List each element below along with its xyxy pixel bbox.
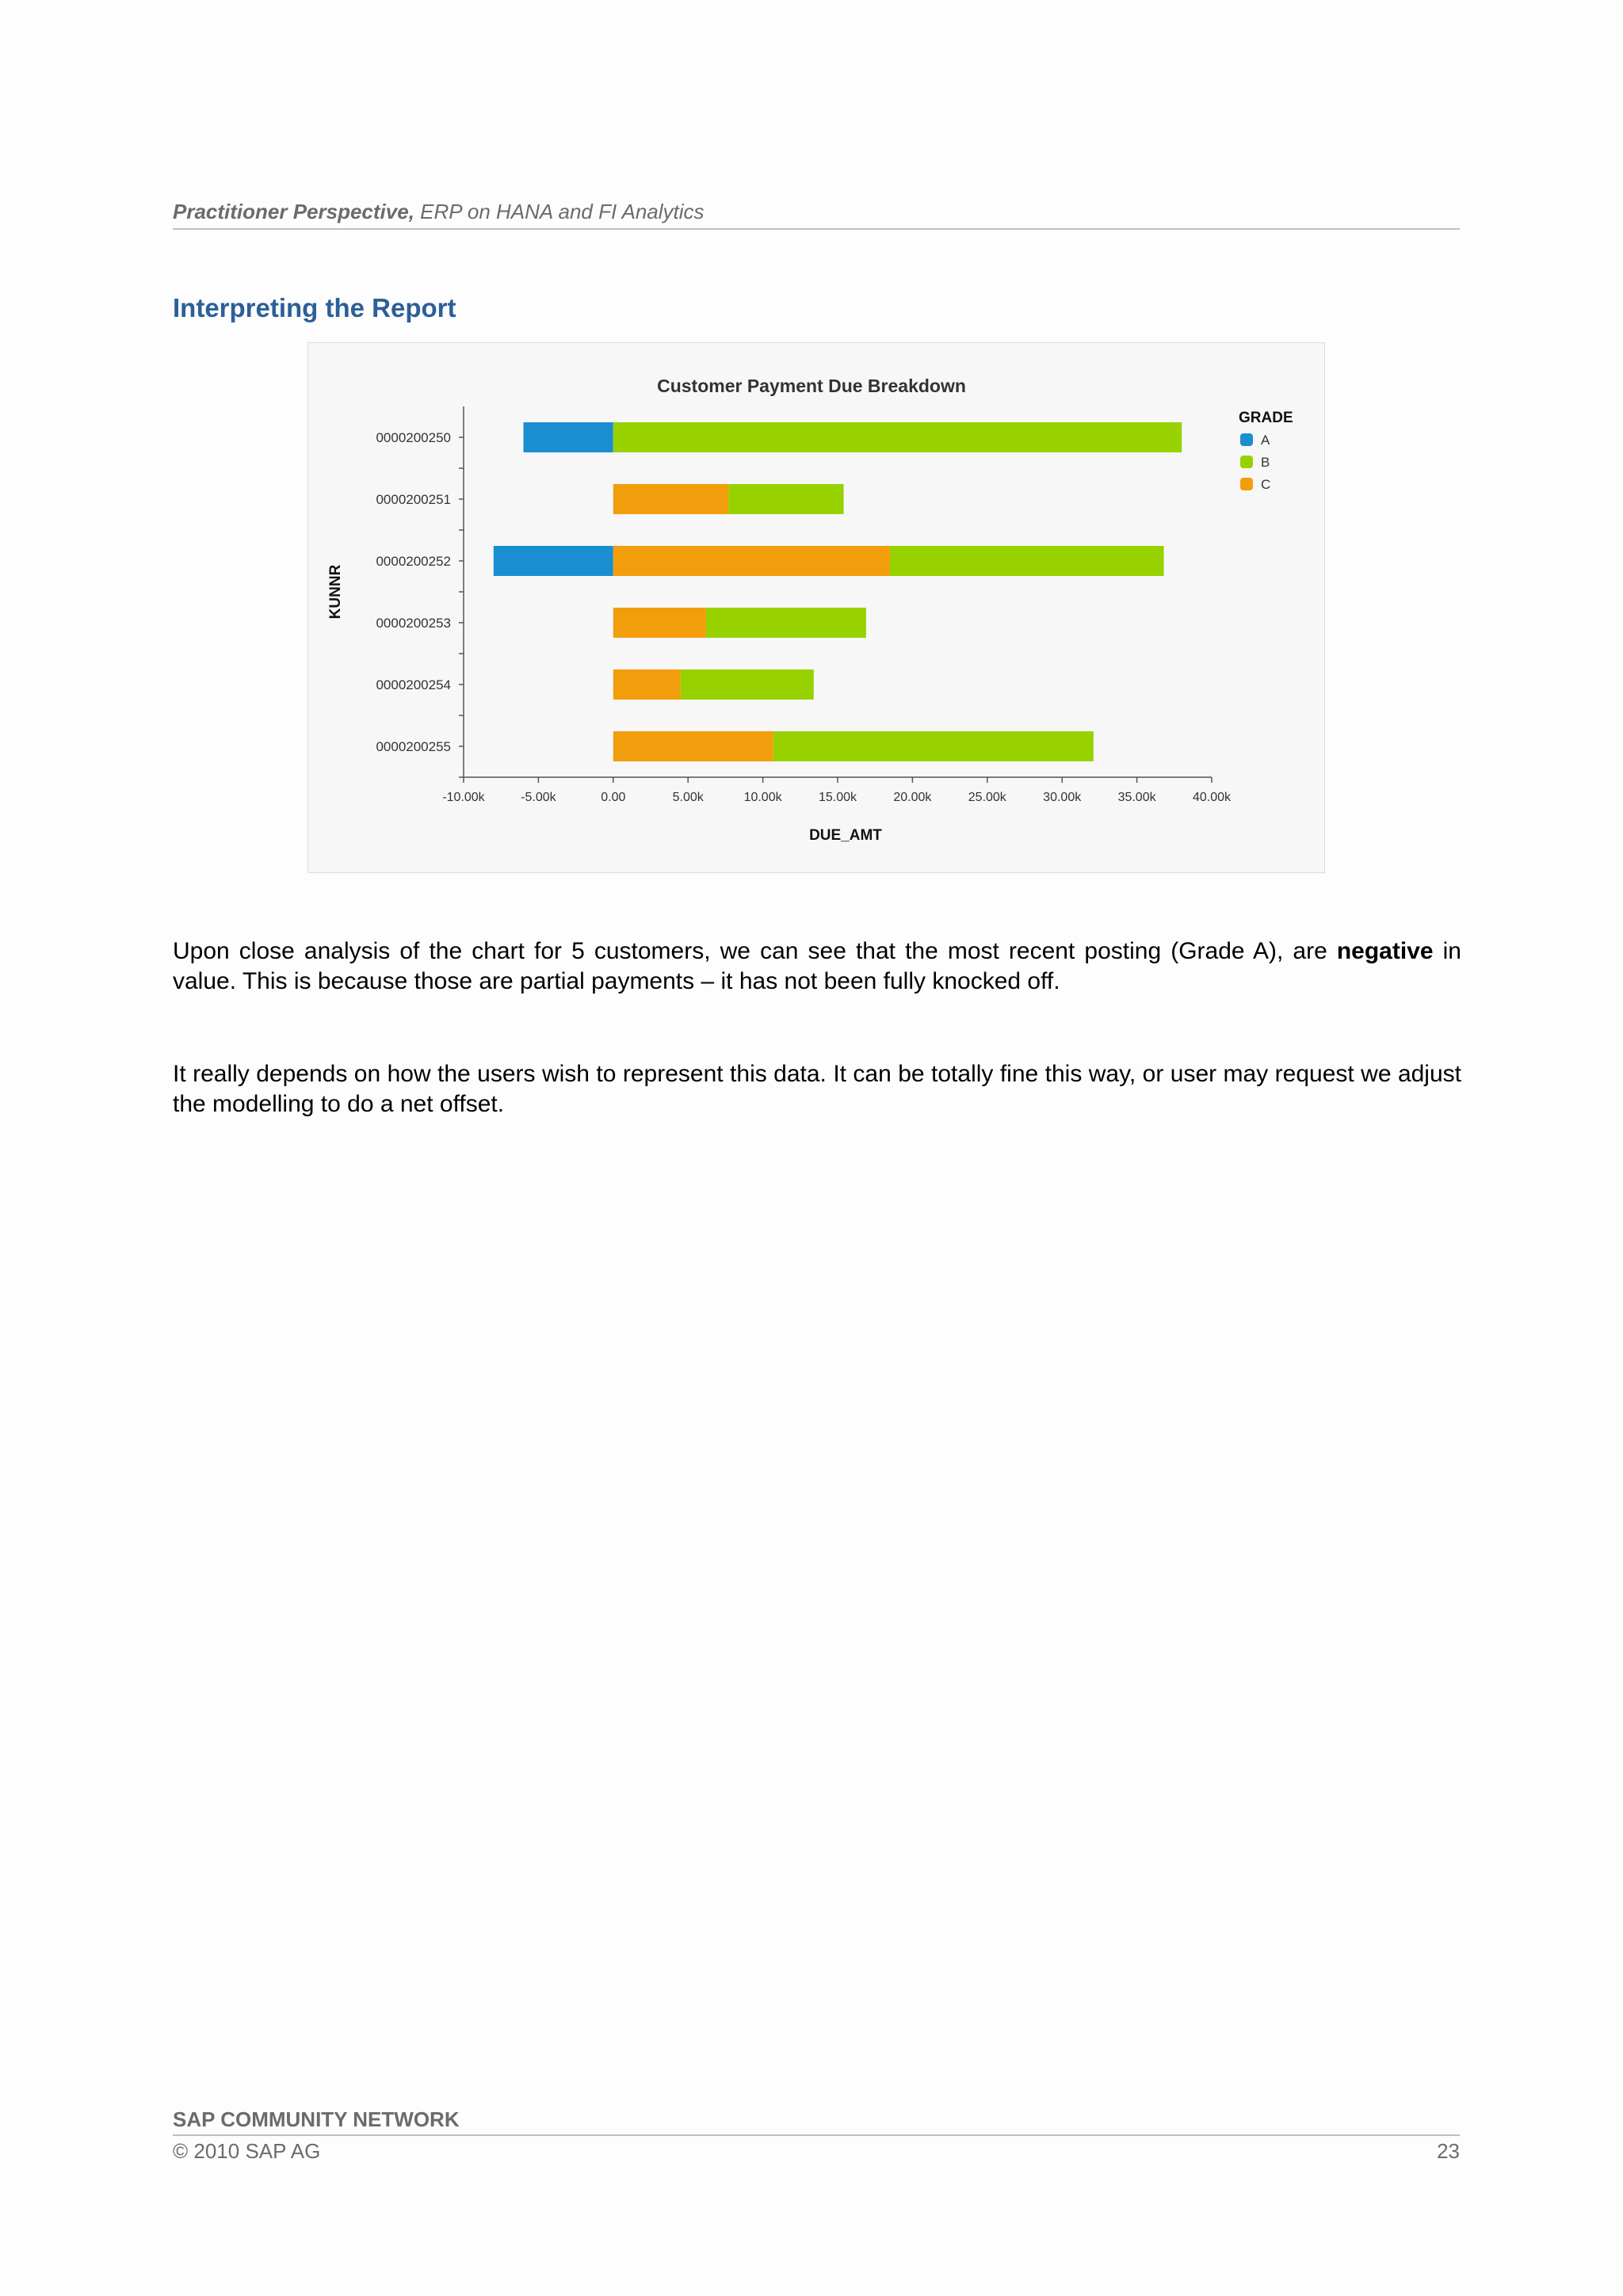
bar-c xyxy=(613,608,706,638)
section-title: Interpreting the Report xyxy=(173,293,456,322)
chart-panel xyxy=(307,342,1325,873)
x-tick-label: 35.00k xyxy=(1117,791,1156,804)
paragraph-analysis-bold: negative xyxy=(1336,938,1434,964)
header-rest: ERP on HANA and FI Analytics xyxy=(414,200,705,223)
bar-b xyxy=(728,484,843,514)
bar-c xyxy=(613,546,890,576)
y-tick-label: 0000200250 xyxy=(376,430,451,445)
paragraph-analysis-part2: in value. This is because those are partial payments – it has not been fully knocked off. xyxy=(173,938,1461,994)
y-axis-label: KUNNR xyxy=(327,564,344,620)
x-tick-label: 20.00k xyxy=(893,791,932,804)
x-tick-label: 40.00k xyxy=(1192,791,1232,804)
bar-b xyxy=(706,608,866,638)
y-tick-label: 0000200255 xyxy=(376,739,451,754)
x-tick-label: 10.00k xyxy=(743,791,782,804)
legend-label-c: C xyxy=(1261,477,1271,492)
y-tick-label: 0000200253 xyxy=(376,616,451,631)
bar-c xyxy=(613,484,728,514)
bar-c xyxy=(613,731,773,761)
bar-a xyxy=(494,546,613,576)
paragraph-representation: It really depends on how the users wish to represent this data. It can be totally fine this way, or user may request we adjust the modelling to do a net offset. xyxy=(173,1061,1461,1117)
legend-swatch-a xyxy=(1240,433,1253,446)
bar-c xyxy=(613,669,681,700)
x-tick-label: -10.00k xyxy=(442,791,485,804)
chart-title: Customer Payment Due Breakdown xyxy=(657,376,966,396)
bar-chart xyxy=(308,343,1326,874)
x-axis-label: DUE_AMT xyxy=(809,827,882,844)
legend-swatch-c xyxy=(1240,478,1253,490)
y-tick-label: 0000200251 xyxy=(376,492,451,507)
x-tick-label: 5.00k xyxy=(672,791,704,804)
y-tick-label: 0000200254 xyxy=(376,677,451,692)
x-tick-label: 25.00k xyxy=(968,791,1006,804)
bar-b xyxy=(773,731,1094,761)
legend-label-a: A xyxy=(1261,433,1270,448)
bar-a xyxy=(524,422,613,452)
paragraph-analysis-part1: Upon close analysis of the chart for 5 customers, we can see that the most recent posting (Grade A), are xyxy=(173,938,1337,964)
bar-b xyxy=(681,669,814,700)
x-tick-label: 30.00k xyxy=(1043,791,1082,804)
x-tick-label: -5.00k xyxy=(521,791,556,804)
x-tick-label: 0.00 xyxy=(601,791,626,804)
legend-swatch-b xyxy=(1240,456,1253,468)
page-number: 23 xyxy=(1437,2139,1460,2163)
header-bold: Practitioner Perspective, xyxy=(173,200,414,223)
legend-title: GRADE xyxy=(1239,410,1293,426)
running-header xyxy=(173,200,1460,230)
y-tick-label: 0000200252 xyxy=(376,554,451,569)
paragraph-analysis xyxy=(173,936,1461,997)
bar-b xyxy=(890,546,1164,576)
legend-label-b: B xyxy=(1261,455,1270,470)
x-tick-label: 15.00k xyxy=(818,791,857,804)
footer-copyright: © 2010 SAP AG xyxy=(173,2139,321,2163)
footer-brand: SAP COMMUNITY NETWORK xyxy=(173,2107,1460,2136)
bar-b xyxy=(613,422,1182,452)
